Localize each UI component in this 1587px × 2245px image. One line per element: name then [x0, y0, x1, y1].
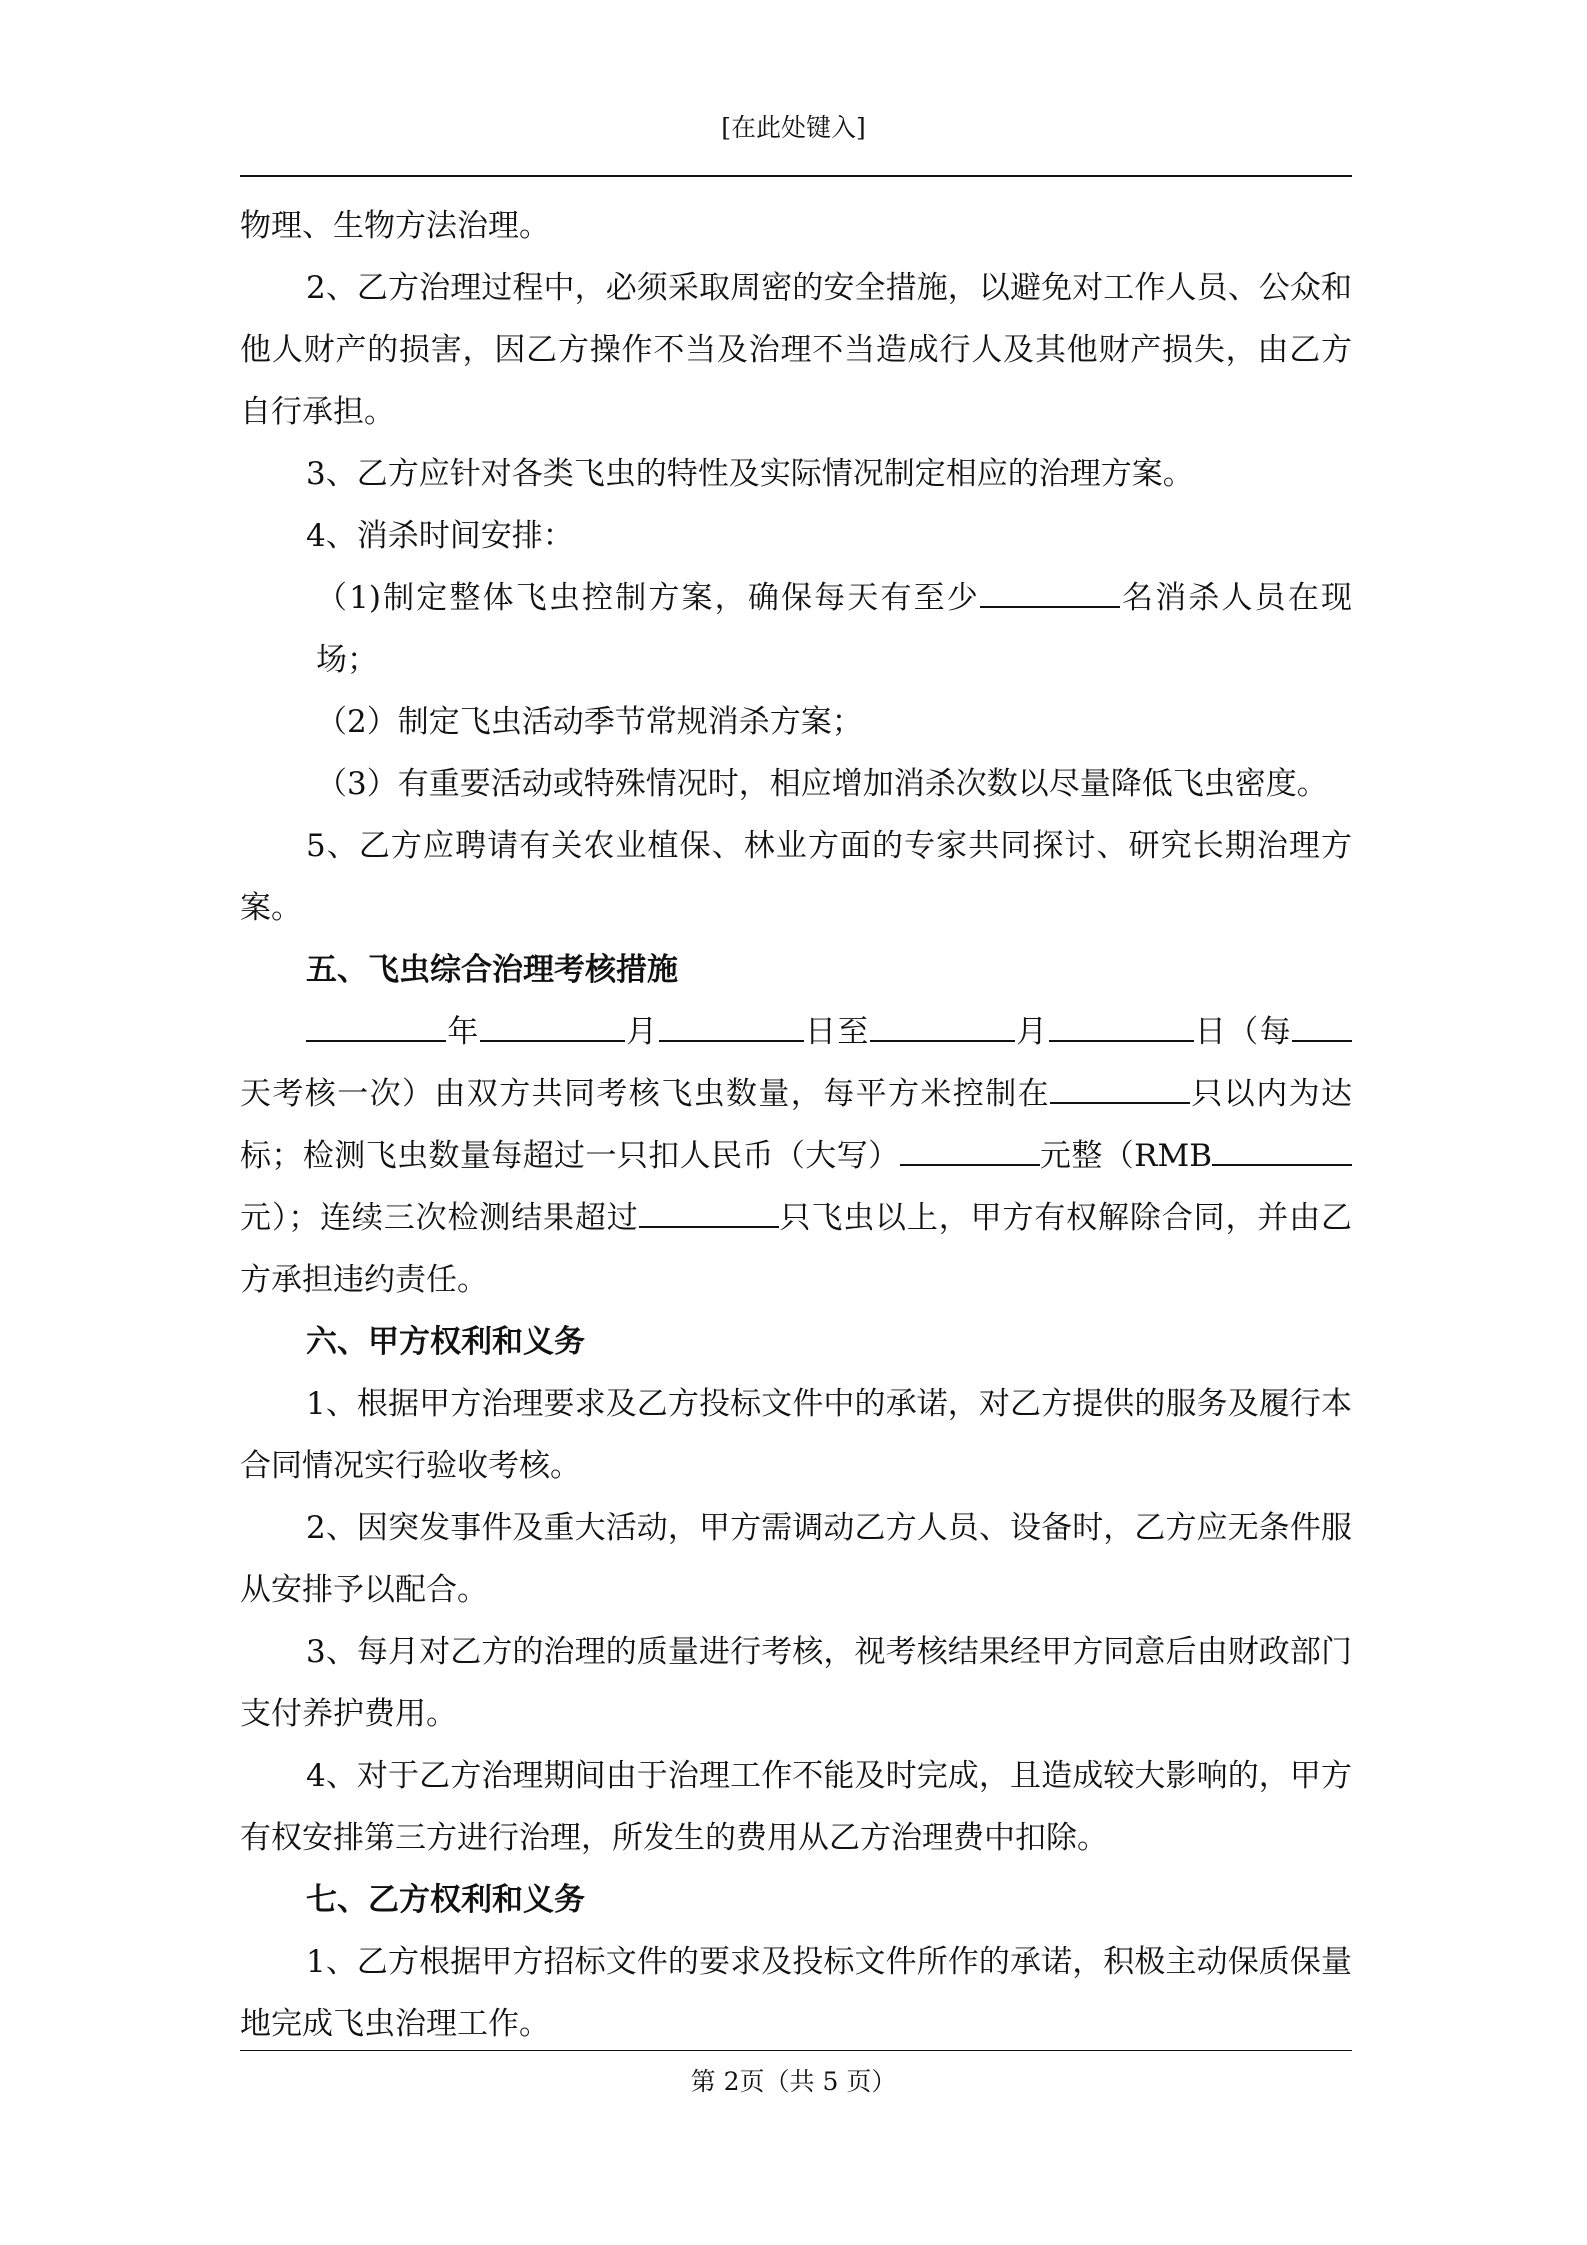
fill-in-blank — [659, 1014, 804, 1042]
paragraph-text: 只以内为达标；检测飞虫数量每超过一只扣人民币（大写） — [240, 1076, 1352, 1174]
paragraph: 1、根据甲方治理要求及乙方投标文件中的承诺，对乙方提供的服务及履行本合同情况实行验收考核。 — [240, 1386, 1352, 1484]
paragraph: 5、乙方应聘请有关农业植保、林业方面的专家共同探讨、研究长期治理方案。 — [240, 828, 1352, 926]
paragraph: 4、对于乙方治理期间由于治理工作不能及时完成，且造成较大影响的，甲方有权安排第三方进行治理，所发生的费用从乙方治理费中扣除。 — [240, 1758, 1352, 1856]
document-body — [240, 195, 1352, 2055]
paragraph-text: （1)制定整体飞虫控制方案，确保每天有至少 — [316, 580, 980, 616]
section-heading: 五、飞虫综合治理考核措施 — [306, 952, 678, 988]
fill-in-blank — [870, 1014, 1015, 1042]
page-header: [在此处键入] — [721, 113, 866, 142]
paragraph-text: 元整（RMB — [1039, 1138, 1212, 1174]
paragraph — [240, 567, 1352, 691]
paragraph: 4、消杀时间安排： — [306, 518, 574, 554]
paragraph: 3、每月对乙方的治理的质量进行考核，视考核结果经甲方同意后由财政部门支付养护费用。 — [240, 1634, 1352, 1732]
paragraph: （3）有重要活动或特殊情况时，相应增加消杀次数以尽量降低飞虫密度。 — [316, 766, 1328, 802]
footer-rule — [240, 2050, 1352, 2051]
fill-in-blank — [1049, 1014, 1194, 1042]
paragraph-text: 月 — [624, 1014, 659, 1050]
paragraph: 物理、生物方法治理。 — [240, 208, 550, 244]
paragraph-text: 日至 — [803, 1014, 870, 1050]
fill-in-blank — [1212, 1138, 1352, 1166]
paragraph: 2、因突发事件及重大活动，甲方需调动乙方人员、设备时，乙方应无条件服从安排予以配合。 — [240, 1510, 1352, 1608]
page-footer: 第 2页（共 5 页） — [690, 2067, 897, 2096]
header-rule — [240, 175, 1352, 177]
paragraph: 3、乙方应针对各类飞虫的特性及实际情况制定相应的治理方案。 — [306, 456, 1194, 492]
paragraph: （2）制定飞虫活动季节常规消杀方案； — [316, 704, 863, 740]
fill-in-blank — [900, 1138, 1040, 1166]
fill-in-blank — [480, 1014, 625, 1042]
paragraph-text: 日（每 — [1193, 1014, 1293, 1050]
fill-in-blank — [639, 1200, 779, 1228]
paragraph — [240, 1001, 1352, 1311]
paragraph-text: 元）；连续三次检测结果超过 — [240, 1200, 639, 1236]
fill-in-blank — [980, 580, 1120, 608]
paragraph-text: 名消杀人员在现场； — [316, 580, 1352, 678]
paragraph: 2、乙方治理过程中，必须采取周密的安全措施，以避免对工作人员、公众和他人财产的损害，因乙方操作不当及治理不当造成行人及其他财产损失，由乙方自行承担。 — [240, 270, 1352, 430]
paragraph: 1、乙方根据甲方招标文件的要求及投标文件所作的承诺，积极主动保质保量地完成飞虫治理工作。 — [240, 1944, 1352, 2042]
paragraph-text: 月 — [1014, 1014, 1049, 1050]
fill-in-blank — [1292, 1014, 1352, 1042]
paragraph-text: 天考核一次）由双方共同考核飞虫数量，每平方米控制在 — [240, 1076, 1050, 1112]
section-heading: 七、乙方权利和义务 — [306, 1882, 585, 1918]
section-heading: 六、甲方权利和义务 — [306, 1324, 585, 1360]
paragraph-text: 年 — [446, 1014, 480, 1050]
fill-in-blank — [1050, 1076, 1190, 1104]
paragraph-text: 只飞虫以上，甲方有权解除合同，并由乙方承担违约责任。 — [240, 1200, 1353, 1298]
fill-in-blank — [306, 1014, 446, 1042]
